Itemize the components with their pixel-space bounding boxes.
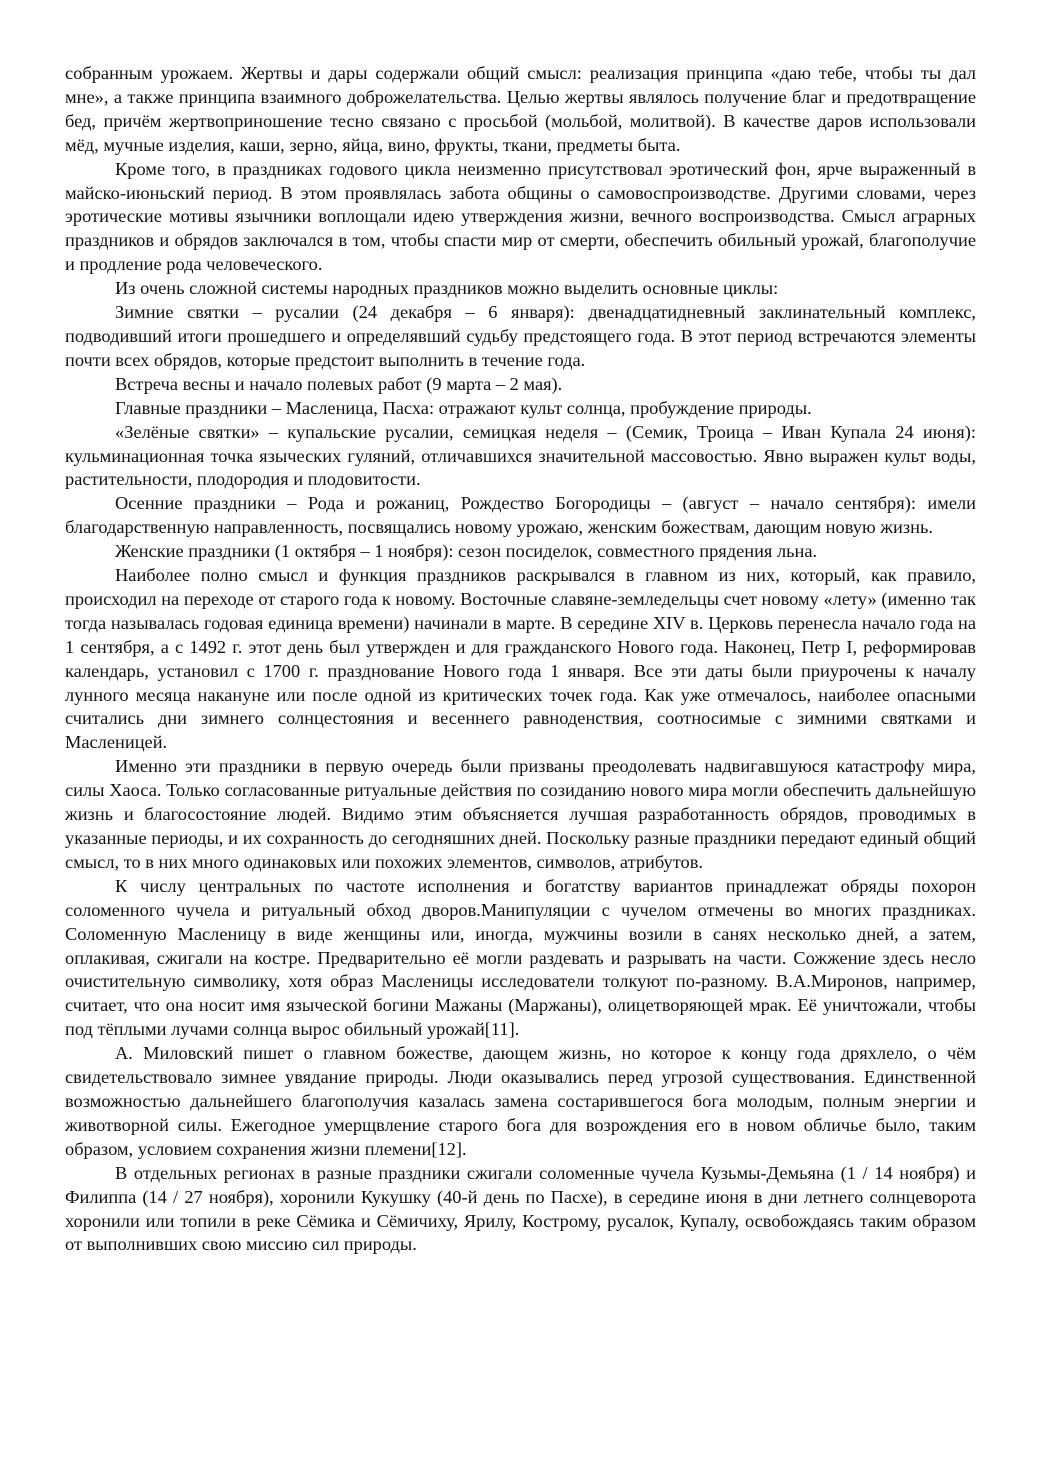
- paragraph-6: Главные праздники – Масленица, Пасха: отражают культ солнца, пробуждение природы.: [115, 397, 812, 418]
- paragraph-10: Наиболее полно смысл и функция праздников раскрывался в главном из них, который, как правило, происходил на переходе от старого года к новому. Восточные славяне-земледельцы счет новому «лету» (именно так тогда называлась годовая единица времени) начинали в марте. В середине XIV в. Церковь перенесла начало года на 1 сентября, а с 1492 г. этот день был утвержден и для гражданского Нового года. Наконец, Петр I, реформировав календарь, установил с 1700 г. празднование Нового года 1 января. Все эти даты были приурочены к началу лунного месяца накануне или после одной из критических точек года. Как уже отмечалось, наиболее опасными считались дни зимнего солнцестояния и весеннего равноденствия, соотносимые с зимними святками и Масленицей.: [65, 565, 976, 753]
- paragraph-14: В отдельных регионах в разные праздники сжигали соломенные чучела Кузьмы-Демьяна (1 / 14 ноября) и Филиппа (14 / 27 ноября), хоронили Кукушку (40-й день по Пасхе), в середине июня в дни летнего солнцеворота хоронили или топили в реке Сёмика и Сёмичиху, Ярилу, Кострому, русалок, Купалу, освобождаясь таким образом от выполнивших свою миссию сил природы.: [65, 1162, 976, 1255]
- paragraph-9: Женские праздники (1 октября – 1 ноября): сезон посиделок, совместного прядения льна.: [115, 541, 818, 562]
- paragraph-12: К числу центральных по частоте исполнения и богатству вариантов принадлежат обряды похорон соломенного чучела и ритуальный обход дворов.Манипуляции с чучелом отмечены во многих праздниках. Соломенную Масленицу в виде женщины или, иногда, мужчины возили в санях несколько дней, а затем, оплакивая, сжигали на костре. Предварительно её могли раздевать и разрывать на части. Сожжение здесь несло очистительную символику, хотя образ Масленицы исследователи толкуют по-разному. В.А.Миронов, например, считает, что она носит имя языческой богини Мажаны (Маржаны), олицетворяющей мрак. Её уничтожали, чтобы под тёплыми лучами солнца вырос обильный урожай[11].: [65, 875, 976, 1040]
- paragraph-8: Осенние праздники – Рода и рожаниц, Рождество Богородицы – (август – начало сентября): имели благодарственную направленность, посвящались новому урожаю, женским божествам, дающим новую жизнь.: [65, 493, 976, 538]
- paragraph-4: Зимние святки – русалии (24 декабря – 6 января): двенадцатидневный заклинательный комплекс, подводивший итоги прошедшего и определявший судьбу предстоящего года. В этот период встречаются элементы почти всех обрядов, которые предстоит выполнить в течение года.: [65, 302, 976, 370]
- paragraph-3: Из очень сложной системы народных праздников можно выделить основные циклы:: [115, 278, 779, 299]
- paragraph-11: Именно эти праздники в первую очередь были призваны преодолевать надвигавшуюся катастрофу мира, силы Хаоса. Только согласованные ритуальные действия по созиданию нового мира могли обеспечить дальнейшую жизнь и благосостояние людей. Видимо этим объясняется лучшая разработанность обрядов, проводимых в указанные периоды, и их сохранность до сегодняшних дней. Поскольку разные праздники передают единый общий смысл, то в них много одинаковых или похожих элементов, символов, атрибутов.: [65, 756, 976, 872]
- paragraph-5: Встреча весны и начало полевых работ (9 марта – 2 мая).: [115, 373, 563, 394]
- paragraph-1: собранным урожаем. Жертвы и дары содержали общий смысл: реализация принципа «даю тебе, чтобы ты дал мне», а также принципа взаимного доброжелательства. Целью жертвы являлось получение благ и предотвращение бед, причём жертвоприношение тесно связано с просьбой (мольбой, молитвой). В качестве даров использовали мёд, мучные изделия, каши, зерно, яйца, вино, фрукты, ткани, предметы быта.: [65, 63, 976, 155]
- paragraph-7: «Зелёные святки» – купальские русалии, семицкая неделя – (Семик, Троица – Иван Купала 24 июня): кульминационная точка языческих гуляний, отличавшихся значительной массовостью. Явно выражен культ воды, растительности, плодородия и плодовитости.: [65, 421, 976, 490]
- paragraph-2: Кроме того, в праздниках годового цикла неизменно присутствовал эротический фон, ярче выраженный в майско-июньский период. В этом проявлялась забота общины о самовоспроизводстве. Другими словами, через эротические мотивы язычники воплощали идею утверждения жизни, вечного воспроизводства. Смысл аграрных праздников и обрядов заключался в том, чтобы спасти мир от смерти, обеспечить обильный урожай, благополучие и продление рода человеческого.: [65, 158, 976, 275]
- paragraph-13: А. Миловский пишет о главном божестве, дающем жизнь, но которое к концу года дряхлело, о чём свидетельствовало зимнее увядание природы. Люди оказывались перед угрозой существования. Единственной возможностью дальнейшего благополучия казалась замена состарившегося бога молодым, полным энергии и животворной силы. Ежегодное умерщвление старого бога для возрождения его в новом обличье было, таким образом, условием сохранения жизни племени[12].: [65, 1043, 976, 1159]
- document-page: [65, 62, 976, 1257]
